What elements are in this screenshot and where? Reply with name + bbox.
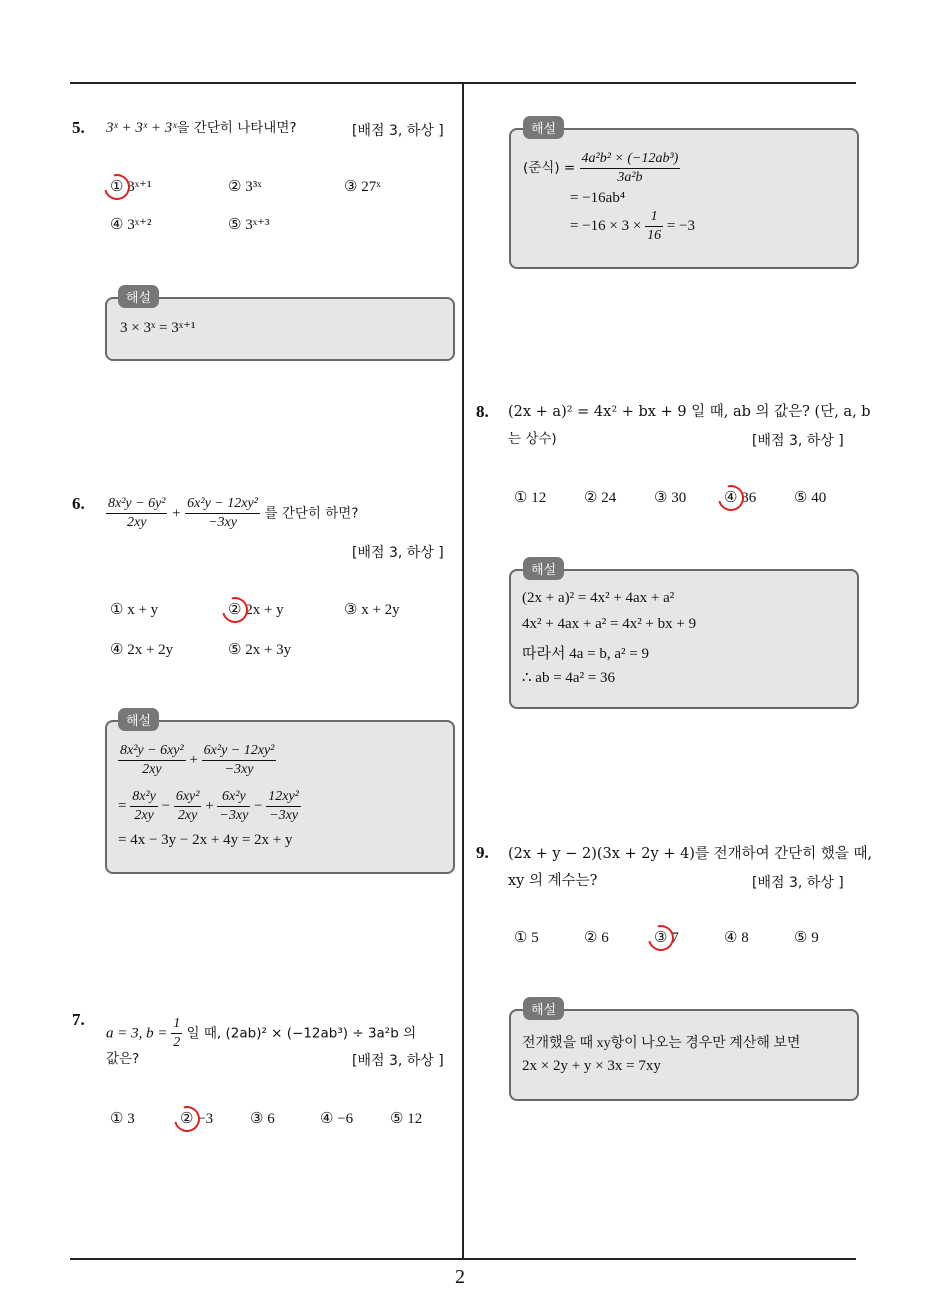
q6-frac2	[185, 495, 260, 532]
q6-sol-frac-b	[202, 742, 277, 779]
q7-choice-2[interactable]: ② −3	[180, 1111, 214, 1127]
q8-score: [배점 3, 하상 ]	[752, 433, 844, 449]
q6-sol-frac-a-num: 8x²y − 6xy²	[118, 742, 186, 761]
q7-solution-line2: = −16ab⁴	[570, 190, 626, 206]
q9-number: 9.	[476, 843, 489, 862]
q5-choice-5[interactable]: ⑤ 3ˣ⁺³	[228, 217, 270, 233]
q7-number: 7.	[72, 1010, 85, 1029]
q9-stem-line1: (2x + y − 2)(3x + 2y + 4)를 전개하여 간단히 했을 때,	[508, 846, 873, 862]
q5-number: 5.	[72, 118, 85, 137]
q7-choice-4[interactable]: ④ −6	[320, 1111, 354, 1127]
q7-choice-1[interactable]: ① 3	[110, 1111, 135, 1127]
q6-sol2-f3-num: 6x²y	[217, 788, 250, 807]
q6-frac2-den: −3xy	[208, 515, 237, 530]
q5-solution-tag: 해설	[118, 285, 159, 308]
q9-choice-5[interactable]: ⑤ 9	[794, 930, 819, 946]
q6-frac1	[106, 495, 167, 532]
bottom-rule	[70, 1258, 856, 1260]
q7-sol3-frac	[645, 208, 663, 245]
q6-sol2-f4	[266, 788, 301, 825]
q7-sol-frac1-num: 4a²b² × (−12ab³)	[580, 150, 681, 169]
q8-solution-line4: ∴ ab = 4a² = 36	[522, 670, 616, 686]
q5-stem	[106, 115, 297, 141]
q5-choice-2[interactable]: ② 3³ˣ	[228, 179, 262, 195]
q6-choice-2[interactable]: ② 2x + y	[228, 602, 284, 618]
q8-solution-line3: 따라서 4a = b, a² = 9	[522, 646, 649, 662]
q7-solution-tag: 해설	[523, 116, 564, 139]
q7-sol-label: (준식) =	[523, 159, 580, 176]
q6-sol-plus: +	[189, 751, 198, 768]
q8-choice-4[interactable]: ④ 36	[724, 490, 757, 506]
q9-solution-tag: 해설	[523, 997, 564, 1020]
q9-score: [배점 3, 하상 ]	[752, 875, 844, 891]
q6-sol2-f2-den: 2xy	[177, 808, 198, 823]
q8-choice-2[interactable]: ② 24	[584, 490, 617, 506]
q6-sol2-f1-num: 8x²y	[130, 788, 158, 807]
q9-choice-4[interactable]: ④ 8	[724, 930, 749, 946]
q6-sol-frac-a	[118, 742, 186, 779]
q9-choice-3[interactable]: ③ 7	[654, 930, 679, 946]
q6-sol2-f1	[130, 788, 158, 825]
q6-sol2-plus: +	[205, 797, 214, 814]
q9-answer-mark	[643, 920, 679, 956]
q6-sol2-f4-den: −3xy	[269, 808, 298, 823]
q7-sol3-b: = −3	[663, 217, 696, 234]
q6-sol2-minus2: −	[254, 797, 263, 814]
q9-choice-1[interactable]: ① 5	[514, 930, 539, 946]
q6-answer-mark	[217, 592, 253, 628]
q7-stem-frac-den: 2	[173, 1035, 181, 1050]
q5-choice-3[interactable]: ③ 27ˣ	[344, 179, 381, 195]
q8-number: 8.	[476, 402, 489, 421]
q6-solution-line1	[118, 742, 276, 779]
q7-choice-5[interactable]: ⑤ 12	[390, 1111, 423, 1127]
q6-solution-line3: = 4x − 3y − 2x + 4y = 2x + y	[118, 832, 293, 848]
q6-sol2-f3	[217, 788, 250, 825]
q6-choice-5[interactable]: ⑤ 2x + 3y	[228, 642, 292, 658]
q7-sol3-a: = −16 × 3 ×	[570, 217, 646, 234]
column-divider	[462, 84, 464, 1259]
q8-stem-line2: 는 상수)	[508, 431, 557, 447]
q8-solution-line1: (2x + a)² = 4x² + 4ax + a²	[522, 590, 675, 606]
q6-sol2-f4-num: 12xy²	[266, 788, 301, 807]
q6-stem-text: 를 간단히 하면?	[264, 505, 359, 522]
q7-stem-frac	[171, 1015, 182, 1052]
q8-choice-3[interactable]: ③ 30	[654, 490, 687, 506]
q8-stem-line1: (2x + a)² = 4x² + bx + 9 일 때, ab 의 값은? (단, a, b	[508, 404, 871, 420]
q9-solution-box	[509, 1009, 859, 1101]
q5-choice-4[interactable]: ④ 3ˣ⁺²	[110, 217, 152, 233]
q6-stem	[106, 495, 358, 532]
q8-answer-mark	[713, 480, 749, 516]
q7-solution-line3	[570, 208, 695, 245]
q6-sol-frac-b-den: −3xy	[224, 762, 254, 777]
q6-sol2-f1-den: 2xy	[134, 808, 154, 823]
q8-choice-1[interactable]: ① 12	[514, 490, 547, 506]
q8-solution-line2: 4x² + 4ax + a² = 4x² + bx + 9	[522, 616, 697, 632]
q9-solution-line2: 2x × 2y + y × 3x = 7xy	[522, 1058, 661, 1074]
q7-sol-frac1-den: 3a²b	[617, 170, 643, 185]
q6-sol2-f2-num: 6xy²	[174, 788, 202, 807]
q6-solution-line2	[118, 788, 301, 825]
q7-score: [배점 3, 하상 ]	[352, 1053, 444, 1069]
q7-stem	[106, 1015, 416, 1052]
q9-choice-2[interactable]: ② 6	[584, 930, 609, 946]
q7-sol3-den: 16	[647, 228, 662, 243]
q6-sol2-eq: =	[118, 797, 127, 814]
page-number: 2	[455, 1266, 465, 1288]
q6-frac1-den: 2xy	[127, 515, 147, 530]
q6-score: [배점 3, 하상 ]	[352, 545, 444, 561]
q6-frac1-num: 8x²y − 6y²	[106, 495, 167, 514]
q9-solution-line1: 전개했을 때 xy항이 나오는 경우만 계산해 보면	[522, 1036, 801, 1051]
q6-choice-4[interactable]: ④ 2x + 2y	[110, 642, 174, 658]
q7-stem-c: 값은?	[106, 1051, 140, 1067]
q7-answer-mark	[169, 1101, 205, 1137]
q7-sol3-num: 1	[645, 208, 663, 227]
q6-choice-1[interactable]: ① x + y	[110, 602, 159, 618]
q6-sol-frac-b-num: 6x²y − 12xy²	[202, 742, 277, 761]
q6-sol2-f3-den: −3xy	[219, 808, 249, 823]
q8-choice-5[interactable]: ⑤ 40	[794, 490, 827, 506]
q8-solution-tag: 해설	[523, 557, 564, 580]
q6-solution-tag: 해설	[118, 708, 159, 731]
q6-choice-3[interactable]: ③ x + 2y	[344, 602, 400, 618]
q7-stem-a: a = 3, b =	[106, 1025, 172, 1042]
q7-sol-frac1	[580, 150, 681, 187]
q6-plus: +	[172, 505, 181, 522]
q5-stem-math: 3ˣ + 3ˣ + 3ˣ	[106, 120, 177, 136]
q7-stem-frac-num: 1	[171, 1015, 182, 1034]
q6-sol2-minus1: −	[161, 797, 171, 814]
q5-solution-line: 3 × 3ˣ = 3ˣ⁺¹	[120, 320, 196, 336]
q6-number: 6.	[72, 494, 85, 513]
q7-choice-3[interactable]: ③ 6	[250, 1111, 275, 1127]
q7-solution-line1	[523, 150, 680, 187]
q5-score: [배점 3, 하상 ]	[352, 123, 444, 139]
q7-stem-b: 일 때, (2ab)² × (−12ab³) ÷ 3a²b 의	[182, 1025, 417, 1042]
q5-answer-mark	[99, 169, 135, 205]
q6-frac2-num: 6x²y − 12xy²	[185, 495, 260, 514]
q5-choice-1[interactable]: ① 3ˣ⁺¹	[110, 179, 152, 195]
q9-stem-line2: xy 의 계수는?	[508, 873, 598, 889]
q6-sol2-f2	[174, 788, 202, 825]
q5-stem-text: 을 간단히 나타내면?	[176, 120, 297, 136]
q6-sol-frac-a-den: 2xy	[142, 762, 162, 777]
